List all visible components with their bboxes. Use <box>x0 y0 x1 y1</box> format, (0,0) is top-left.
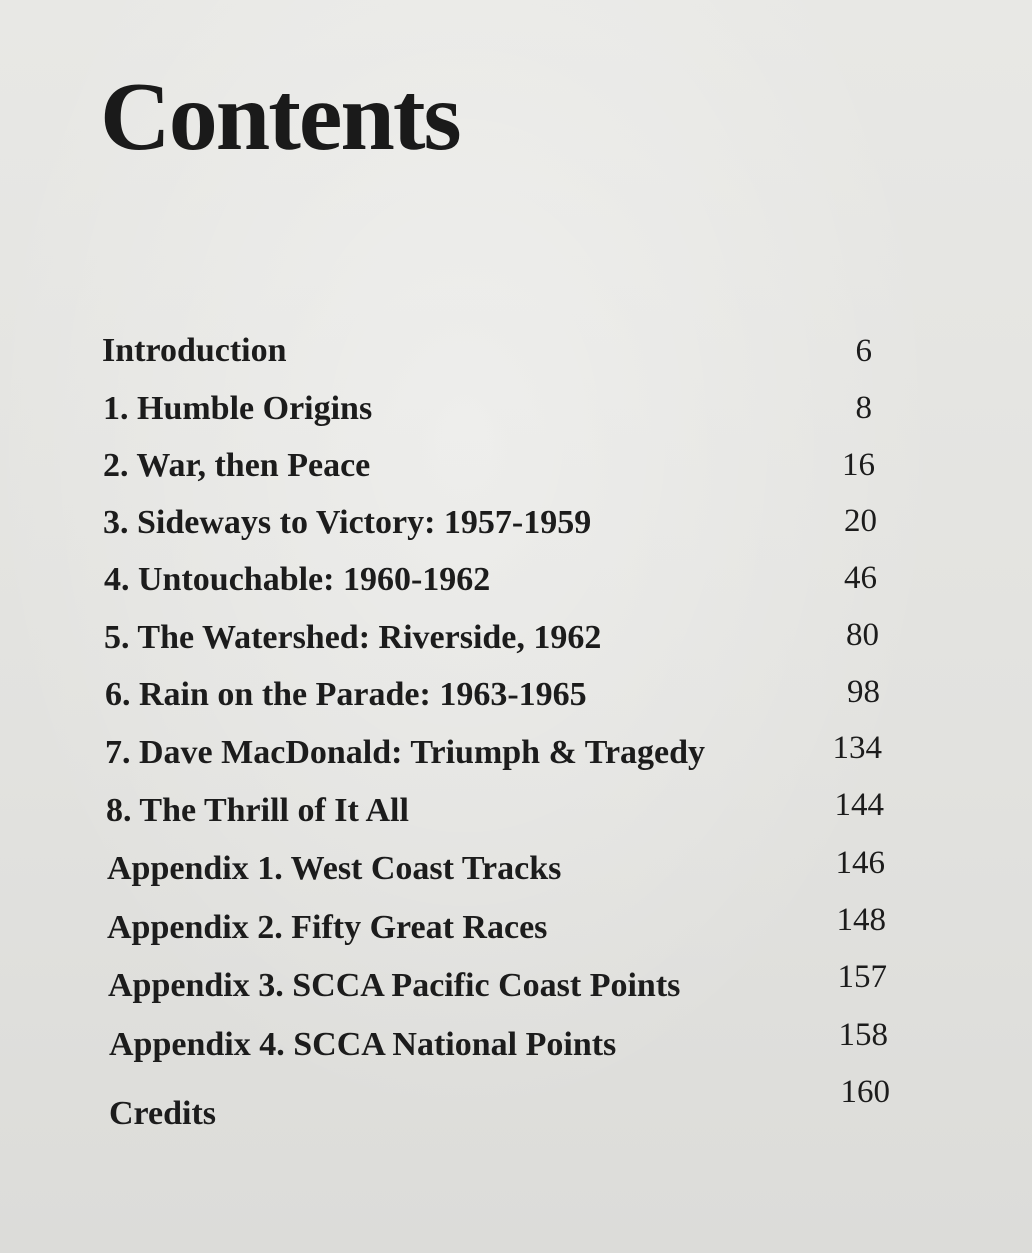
toc-page-number: 98 <box>847 674 880 710</box>
toc-entry-label: 3. Sideways to Victory: 1957-1959 <box>103 504 592 541</box>
toc-entry-label: 6. Rain on the Parade: 1963-1965 <box>105 676 587 713</box>
toc-entry-label: Appendix 3. SCCA Pacific Coast Points <box>108 967 681 1004</box>
toc-entry-label: 7. Dave MacDonald: Triumph & Tragedy <box>105 734 706 771</box>
toc-page-number: 144 <box>834 787 884 823</box>
toc-page-number: 148 <box>836 902 886 938</box>
toc-page-number: 160 <box>840 1074 890 1110</box>
toc-entry-label: 8. The Thrill of It All <box>106 792 409 829</box>
toc-entry-label: Appendix 4. SCCA National Points <box>109 1026 617 1063</box>
toc-page-number: 146 <box>835 845 885 881</box>
toc-page-number: 157 <box>837 959 887 995</box>
toc-page-number: 134 <box>832 730 882 766</box>
toc-entry-label: Appendix 2. Fifty Great Races <box>107 909 548 946</box>
toc-entry-label: Credits <box>109 1095 217 1132</box>
toc-page-number: 158 <box>838 1017 888 1053</box>
toc-page-number: 8 <box>855 390 872 426</box>
toc-entry-label: Appendix 1. West Coast Tracks <box>107 850 562 887</box>
toc-entry-label: 2. War, then Peace <box>103 447 371 484</box>
toc-entry-label: 4. Untouchable: 1960-1962 <box>104 561 491 598</box>
toc-page-number: 16 <box>842 447 875 483</box>
toc-page-number: 46 <box>844 560 877 596</box>
toc-page-number: 20 <box>844 503 877 539</box>
toc-page-number: 6 <box>855 333 872 369</box>
toc-entry-label: Introduction <box>102 332 287 369</box>
toc-entry-label: 1. Humble Origins <box>103 390 373 427</box>
toc-entry-label: 5. The Watershed: Riverside, 1962 <box>104 619 602 656</box>
toc-page-number: 80 <box>846 617 879 653</box>
page-title: Contents <box>100 63 460 171</box>
